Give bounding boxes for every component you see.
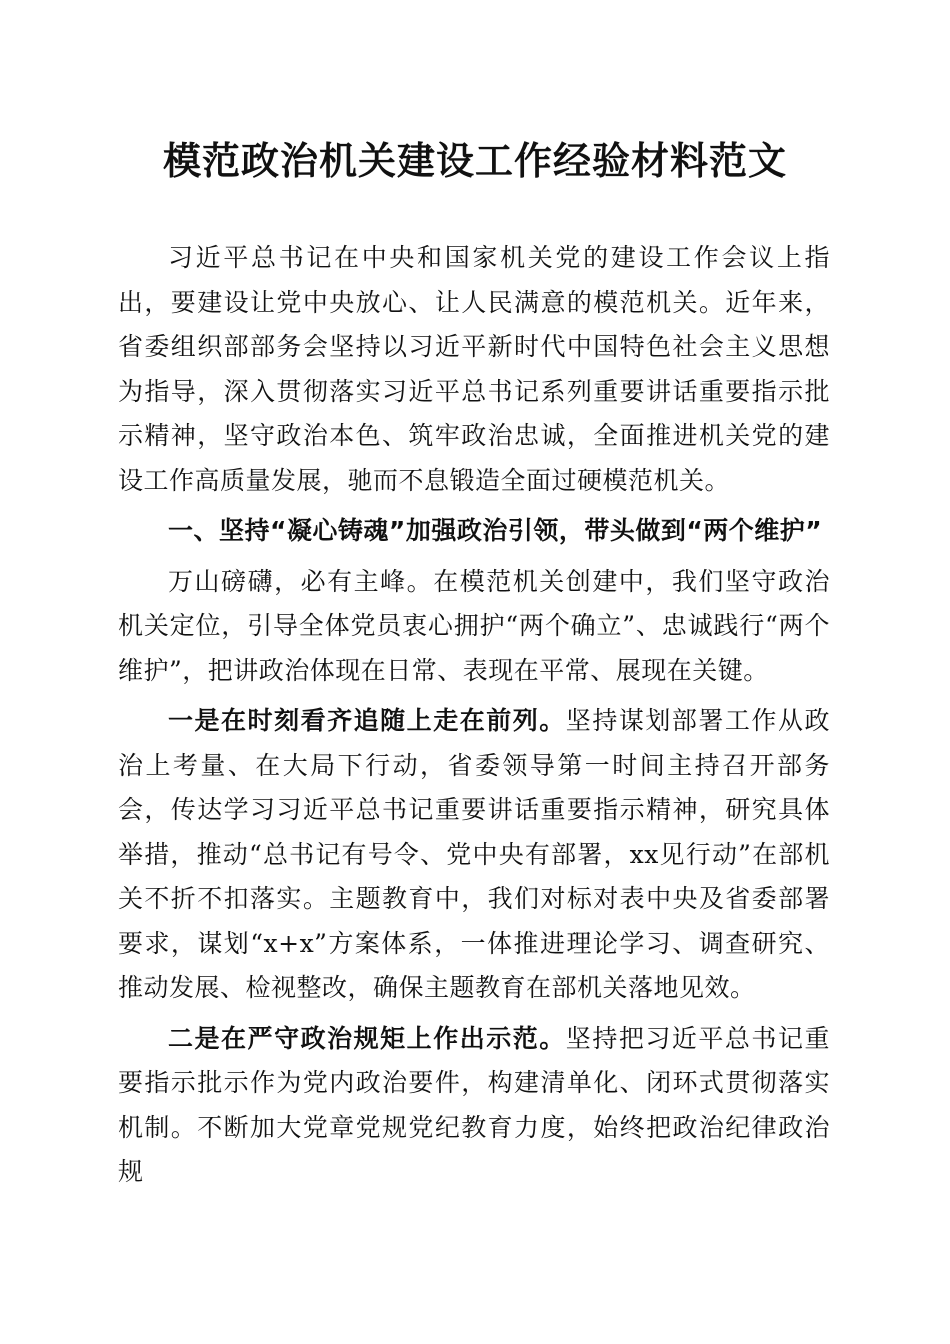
- document-body: [118, 236, 830, 1195]
- section-1-paragraph-text: 万山磅礴，必有主峰。在模范机关创建中，我们坚守政治机关定位，引导全体党员衷心拥护“两个确立”、忠诚践行“两个维护”，把讲政治体现在日常、表现在平常、展现在关键。: [118, 566, 830, 685]
- point-2-text: 坚持把习近平总书记重要指示批示作为党内政治要件，构建清单化、闭环式贯彻落实机制。不断加大党章党规党纪教育力度，始终把政治纪律政治规: [118, 1023, 830, 1186]
- section-heading-1-text: 一、坚持“凝心铸魂”加强政治引领，带头做到“两个维护”: [168, 516, 823, 545]
- intro-paragraph-text: 习近平总书记在中央和国家机关党的建设工作会议上指出，要建设让党中央放心、让人民满意的模范机关。近年来，省委组织部部务会坚持以习近平新时代中国特色社会主义思想为指导，深入贯彻落实习近平总书记系列重要讲话重要指示批示精神，坚守政治本色、筑牢政治忠诚，全面推进机关党的建设工作高质量发展，驰而不息锻造全面过硬模范机关。: [118, 243, 830, 495]
- point-1-paragraph: [118, 699, 830, 1011]
- section-heading-1: [118, 509, 830, 554]
- document-title: 模范政治机关建设工作经验材料范文: [162, 138, 787, 183]
- point-1-text: 坚持谋划部署工作从政治上考量、在大局下行动，省委领导第一时间主持召开部务会，传达学习习近平总书记重要讲话重要指示精神，研究具体举措，推动“总书记有号令、党中央有部署，xx见行动”在部机关不折不扣落实。主题教育中，我们对标对表中央及省委部署要求，谋划“x+x”方案体系，一体推进理论学习、调查研究、推动发展、检视整改，确保主题教育在部机关落地见效。: [118, 706, 830, 1002]
- section-1-paragraph: [118, 560, 830, 694]
- intro-paragraph: [118, 236, 830, 503]
- point-1-lead: 一是在时刻看齐追随上走在前列。: [168, 706, 566, 735]
- point-2-paragraph: [118, 1017, 830, 1195]
- point-2-lead: 二是在严守政治规矩上作出示范。: [168, 1023, 566, 1053]
